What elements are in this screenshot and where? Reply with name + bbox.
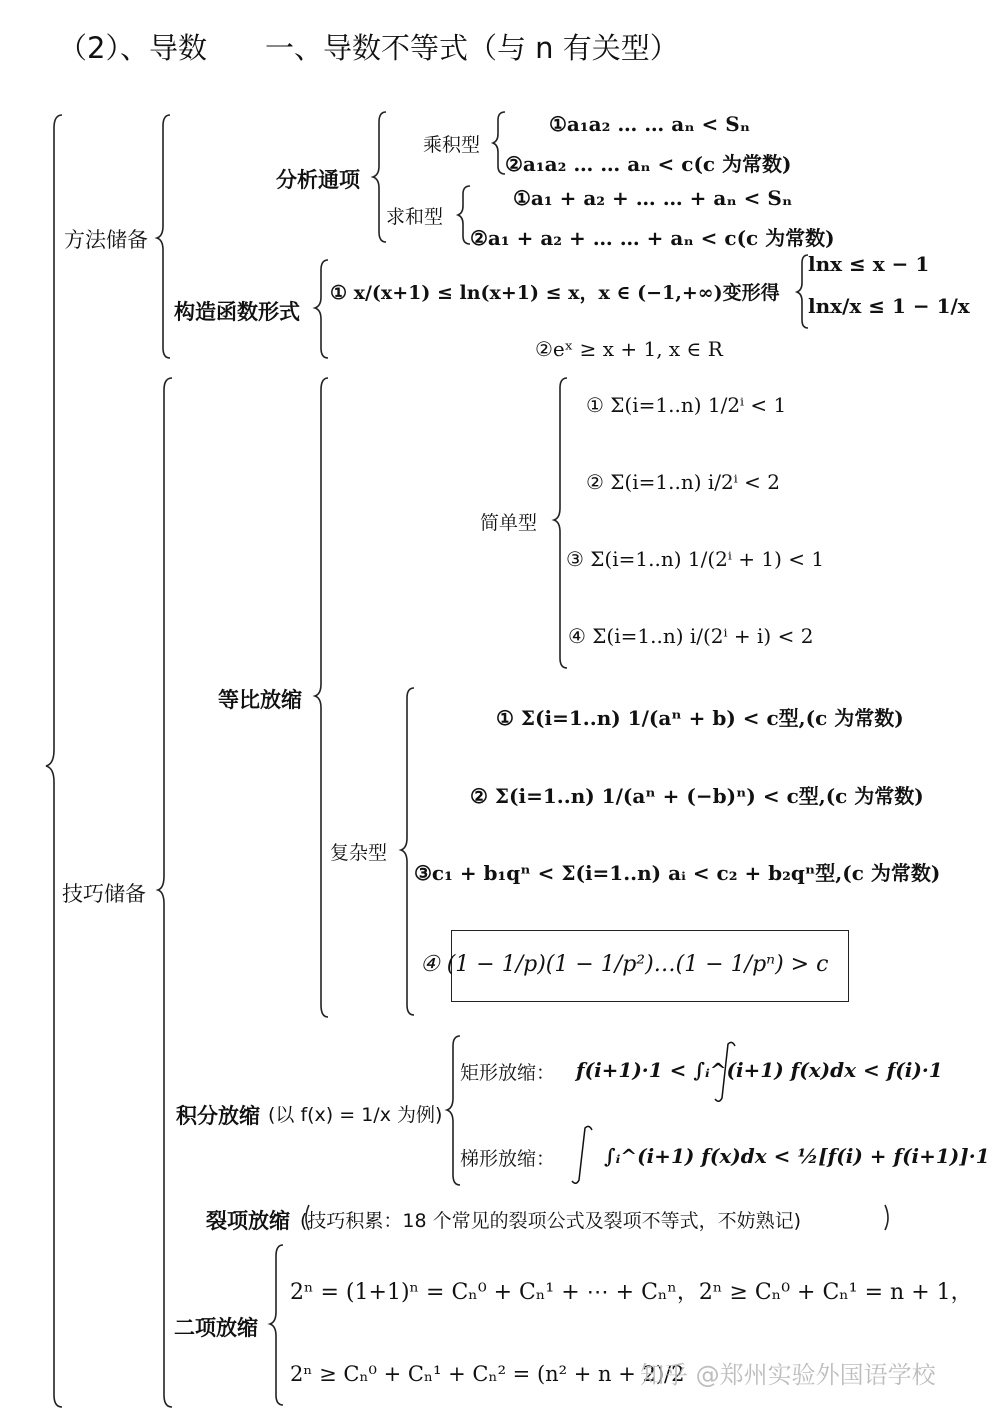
label-binom-scale: 二项放缩 [174, 1316, 258, 1340]
brace-deform [797, 255, 808, 328]
brace-integral [447, 1036, 460, 1185]
formula-trap: ∫ᵢ^(i+1) f(x)dx < ½[f(i) + f(i+1)]·1 [604, 1144, 990, 1168]
brace-geo [315, 378, 328, 1017]
label-integral-scale: 积分放缩 [176, 1104, 260, 1128]
label-geo-scale: 等比放缩 [218, 688, 302, 712]
brace-construct [315, 260, 328, 358]
formula-simple4: ④ Σ(i=1..n) i/(2ⁱ + i) < 2 [568, 624, 814, 648]
formula-prod1: ①a₁a₂ … … aₙ < Sₙ [549, 112, 751, 136]
formula-binom1: 2ⁿ = (1+1)ⁿ = Cₙ⁰ + Cₙ¹ + ⋯ + Cₙⁿ，2ⁿ ≥ Cₙ⁰ + Cₙ¹ = n + 1， [290, 1280, 973, 1305]
brace-skill [158, 378, 172, 1407]
formula-construct2: ②eˣ ≥ x + 1, x ∈ R [535, 337, 723, 361]
label-construct-fn: 构造函数形式 [174, 300, 300, 324]
brace-outer [46, 115, 62, 1407]
label-skill-store: 技巧储备 [62, 882, 146, 906]
label-simple-type: 简单型 [480, 512, 538, 534]
formula-simple3: ③ Σ(i=1..n) 1/(2ⁱ + 1) < 1 [566, 547, 825, 571]
label-analyze-term: 分析通项 [276, 168, 360, 192]
formula-rect: f(i+1)·1 < ∫ᵢ^(i+1) f(x)dx < f(i)·1 [576, 1058, 943, 1082]
formula-simple2: ② Σ(i=1..n) i/2ⁱ < 2 [586, 470, 780, 494]
formula-binom2: 2ⁿ ≥ Cₙ⁰ + Cₙ¹ + Cₙ² = (n² + n + 2)/2 [290, 1362, 685, 1386]
formula-sum1: ①a₁ + a₂ + … … + aₙ < Sₙ [513, 186, 793, 210]
label-split-scale: 裂项放缩 [206, 1209, 290, 1233]
formula-complex3: ③c₁ + b₁qⁿ < Σ(i=1..n) aᵢ < c₂ + b₂qⁿ型,(c 为常数) [414, 861, 941, 885]
label-method-store: 方法储备 [64, 228, 148, 252]
label-product-type: 乘积型 [423, 134, 481, 156]
brace-sum [458, 186, 470, 244]
integral-sign-trap [572, 1126, 592, 1183]
formula-construct1-a: lnx ≤ x − 1 [808, 252, 930, 276]
formula-construct1: ① x/(x+1) ≤ ln(x+1) ≤ x，x ∈ (−1,+∞)变形得 [330, 282, 780, 304]
brace-method [157, 115, 170, 358]
formula-complex2: ② Σ(i=1..n) 1/(aⁿ + (−b)ⁿ) < c型,(c 为常数) [470, 784, 924, 808]
brace-analyze [373, 112, 386, 242]
brace-binom [270, 1245, 283, 1405]
formula-construct1-b: lnx/x ≤ 1 − 1/x [808, 294, 970, 318]
label-split-note: (技巧积累：18 个常见的裂项公式及裂项不等式，不妨熟记) [300, 1210, 802, 1232]
formula-prod2: ②a₁a₂ … … aₙ < c(c 为常数) [505, 152, 792, 176]
label-sum-type: 求和型 [386, 206, 444, 228]
brace-product [493, 112, 505, 174]
brace-simple [554, 378, 567, 668]
watermark: 知乎 @郑州实验外国语学校 [640, 1361, 936, 1389]
formula-complex1: ① Σ(i=1..n) 1/(aⁿ + b) < c型,(c 为常数) [496, 706, 904, 730]
formula-simple1: ① Σ(i=1..n) 1/2ⁱ < 1 [586, 393, 787, 417]
formula-complex4: ④ (1 − 1/p)(1 − 1/p²)…(1 − 1/pⁿ) > c [420, 952, 829, 977]
label-complex-type: 复杂型 [330, 842, 388, 864]
label-rect-scale: 矩形放缩： [460, 1062, 556, 1084]
label-trap-scale: 梯形放缩： [460, 1148, 556, 1170]
page-title: （2）、导数 一、导数不等式（与 n 有关型） [58, 31, 679, 65]
brace-complex [401, 688, 414, 1015]
label-integral-example: (以 f(x) = 1/x 为例) [268, 1104, 443, 1126]
formula-sum2: ②a₁ + a₂ + … … + aₙ < c(c 为常数) [470, 226, 835, 250]
brace-split-close [885, 1205, 888, 1230]
